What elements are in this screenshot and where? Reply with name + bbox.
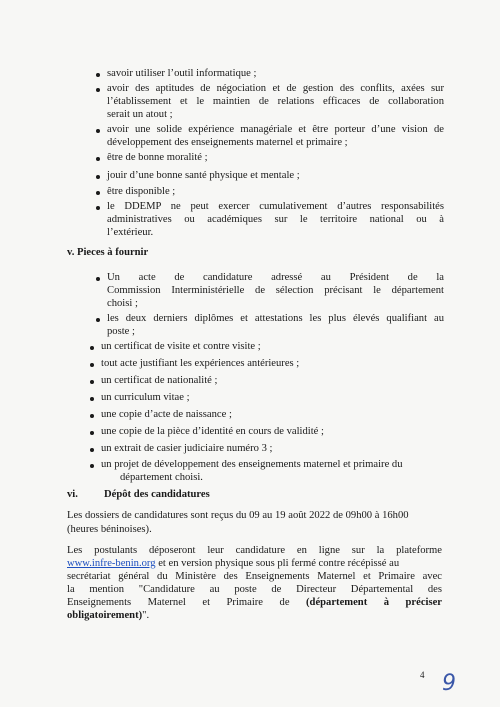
list-item: choisi ; [107, 298, 138, 309]
bullet [96, 157, 100, 161]
bullet [90, 464, 94, 468]
list-item: développement des enseignements maternel et primaire ; [107, 137, 348, 148]
list-item: serait un atout ; [107, 109, 173, 120]
list-item: le DDEMP ne peut exercer cumulativement d’autres responsabilités [107, 201, 444, 212]
list-item: un curriculum vitae ; [101, 392, 190, 403]
handwritten-mark: 9 [442, 671, 456, 696]
bullet [96, 318, 100, 322]
list-item: un projet de développement des enseignements maternel et primaire du [101, 459, 403, 470]
paragraph-text: Enseignements Maternel et Primaire de [67, 597, 307, 608]
paragraph-line: secrétariat général du Ministère des Enseignements Maternel et Primaire avec [67, 571, 442, 582]
list-item: administratives ou académiques sur le territoire national ou à [107, 214, 444, 225]
bullet [90, 380, 94, 384]
list-item: une copie de la pièce d’identité en cours de validité ; [101, 426, 324, 437]
paragraph-line [67, 610, 149, 622]
bullet [96, 191, 100, 195]
bullet [90, 346, 94, 350]
list-item: savoir utiliser l’outil informatique ; [107, 68, 257, 79]
list-item: l’extérieur. [107, 227, 154, 238]
bullet [96, 277, 100, 281]
list-item: un extrait de casier judiciaire numéro 3 ; [101, 443, 273, 454]
list-item: tout acte justifiant les expériences antérieures ; [101, 358, 300, 369]
paragraph-line: Les dossiers de candidatures sont reçus du 09 au 19 août 2022 de 09h00 à 16h00 [67, 510, 409, 521]
list-item: Un acte de candidature adressé au Président de la [107, 272, 444, 283]
bullet [90, 414, 94, 418]
list-item: être disponible ; [107, 186, 176, 197]
list-item: un certificat de visite et contre visite ; [101, 341, 261, 352]
bullet [96, 129, 100, 133]
paragraph-text: ". [142, 610, 150, 621]
list-item: avoir des aptitudes de négociation et de gestion des conflits, axées sur [107, 83, 444, 94]
paragraph-line: la mention "Candidature au poste de Directeur Départemental des [67, 584, 442, 595]
list-item: l’établissement et le maintien de relations efficaces de collaboration [107, 96, 444, 107]
bullet [96, 88, 100, 92]
list-item: un certificat de nationalité ; [101, 375, 218, 386]
paragraph-line: Les postulants déposeront leur candidature en ligne sur la plateforme [67, 545, 442, 556]
list-item: Commission Interministérielle de sélection précisant le département [107, 285, 444, 296]
section-number: vi. [67, 489, 78, 500]
paragraph-bold: (département à préciser [306, 597, 442, 608]
paragraph-line [67, 558, 399, 570]
bullet [96, 73, 100, 77]
website-link[interactable]: www.infre-benin.org [67, 558, 156, 569]
list-item: être de bonne moralité ; [107, 152, 208, 163]
list-item: les deux derniers diplômes et attestations les plus élevés qualifiant au [107, 313, 444, 324]
section-heading: Dépôt des candidatures [104, 489, 210, 500]
list-item: jouir d’une bonne santé physique et mentale ; [107, 170, 300, 181]
bullet [96, 206, 100, 210]
bullet [90, 363, 94, 367]
paragraph-line: (heures béninoises). [67, 524, 152, 535]
bullet [96, 175, 100, 179]
page-number: 4 [420, 670, 425, 680]
paragraph-bold: obligatoirement) [67, 610, 143, 621]
list-item: une copie d’acte de naissance ; [101, 409, 232, 420]
section-heading: v. Pieces à fournir [67, 247, 149, 258]
paragraph-line [67, 597, 442, 609]
paragraph-text: et en version physique sous pli fermé contre récépissé au [155, 558, 400, 569]
list-item: département choisi. [120, 472, 203, 483]
bullet [90, 448, 94, 452]
bullet [90, 431, 94, 435]
list-item: poste ; [107, 326, 135, 337]
list-item: avoir une solide expérience managériale et être porteur d’une vision de [107, 124, 444, 135]
bullet [90, 397, 94, 401]
